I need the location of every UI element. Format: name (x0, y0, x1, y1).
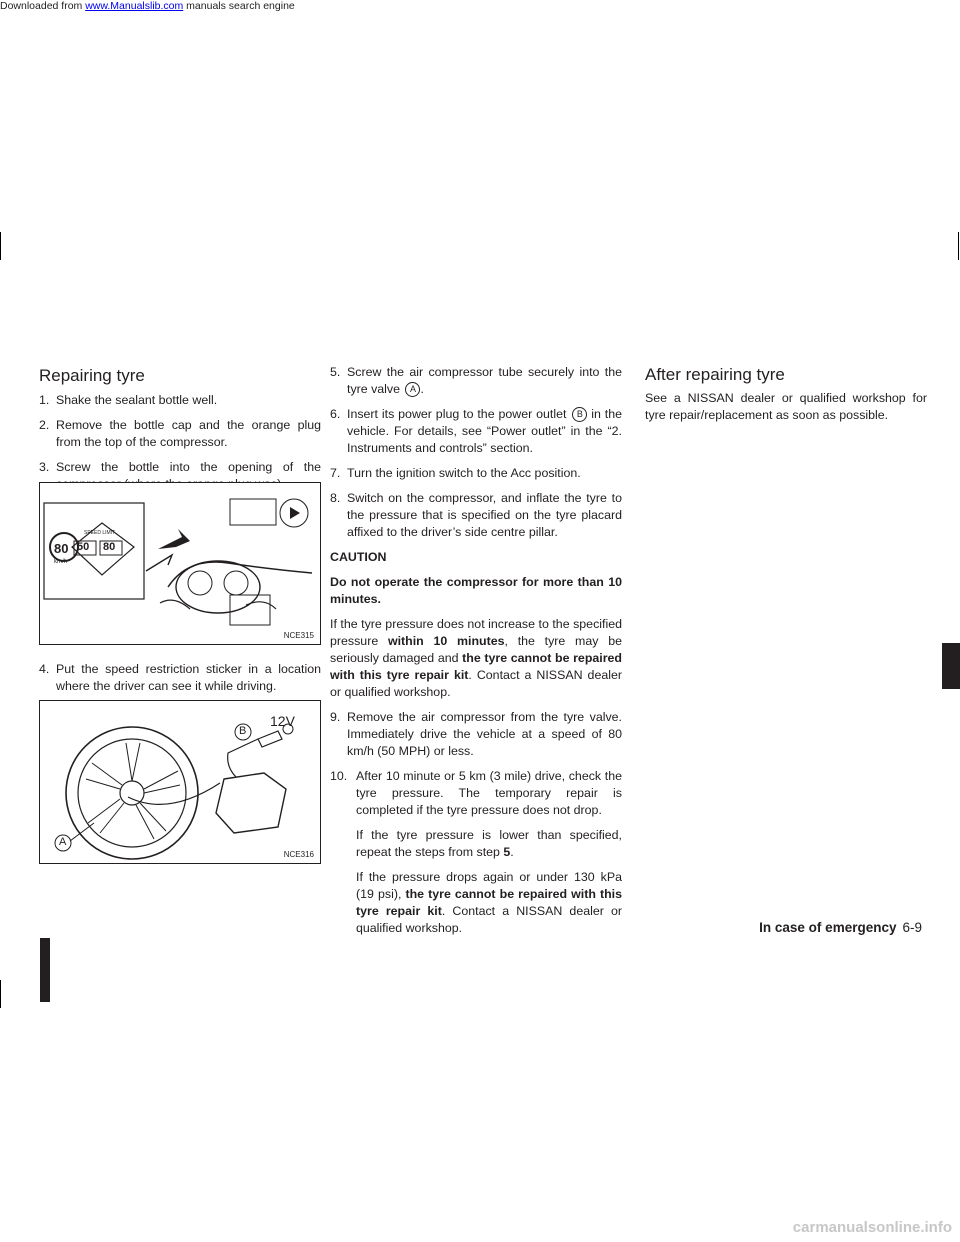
page-footer (759, 920, 922, 935)
step-text: Remove the bottle cap and the orange plug from the top of the compressor. (56, 418, 321, 449)
step-10-note-2 (330, 869, 622, 937)
step-4 (39, 661, 321, 695)
step-10-note-1 (330, 827, 622, 861)
step-6 (330, 406, 622, 457)
step-text-end: in the vehicle. For details, see “Power outlet” in the “2. Instruments and controls” section. (347, 407, 622, 455)
step-number: 8. (330, 491, 341, 505)
header-prefix: Downloaded from (0, 0, 86, 12)
step-1 (39, 392, 321, 409)
after-repairing-heading: After repairing tyre (645, 365, 785, 384)
warning-paragraph (330, 616, 622, 701)
download-header (0, 0, 295, 12)
step-text: Screw the air compressor tube securely into the tyre valve (347, 365, 622, 396)
note-bold: the tyre cannot be repaired with this tyre repair kit (356, 887, 623, 918)
step-number: 10. (330, 769, 348, 783)
section-name: In case of emergency (759, 920, 897, 935)
step-text: After 10 minute or 5 km (3 mile) drive, check the tyre pressure. The temporary repair is completed if the tyre pressure does not drop. (356, 769, 622, 817)
note-text: . (510, 845, 514, 859)
figure-code: NCE315 (283, 631, 314, 640)
caution-title: CAUTION (330, 550, 387, 564)
callout-b: B (572, 407, 587, 422)
section-tab (942, 643, 960, 689)
limit-a: 50 (77, 541, 90, 553)
speed-limit-label: SPEED LIMIT (84, 530, 116, 536)
note-text: If the pressure drops again or under 130 kPa (19 psi), (356, 870, 622, 901)
para-text: If the tyre pressure does not increase to the specified pressure (330, 617, 622, 648)
step-number: 2. (39, 418, 50, 432)
step-8 (330, 490, 622, 541)
step-number: 3. (39, 460, 50, 474)
para-bold: within 10 minutes (387, 634, 505, 648)
label-b: B (239, 725, 247, 737)
step-number: 4. (39, 662, 50, 676)
step-number: 6. (330, 407, 341, 421)
left-step-4 (39, 661, 321, 703)
step-number: 7. (330, 466, 341, 480)
speed-sticker-illustration (40, 483, 320, 644)
note-bold: 5 (503, 845, 511, 859)
header-suffix: manuals search engine (183, 0, 295, 12)
crop-mark (0, 980, 1, 1008)
watermark: carmanualsonline.info (792, 1219, 952, 1236)
speed-sticker-figure (39, 482, 321, 645)
step-10 (330, 768, 622, 819)
middle-column (330, 364, 622, 945)
step-number: 1. (39, 393, 50, 407)
step-text: Switch on the compressor, and inflate the tyre to the pressure that is specified on the tyre placard affixed to the driver’s side centre pillar. (347, 491, 622, 539)
step-7 (330, 465, 622, 482)
speed-unit: km/h (54, 559, 68, 565)
figure-code: NCE316 (283, 850, 314, 859)
speed-value: 80 (54, 541, 69, 556)
compressor-figure (39, 700, 321, 864)
repairing-tyre-heading: Repairing tyre (39, 366, 145, 385)
after-repair-text: See a NISSAN dealer or qualified workshop for tyre repair/replacement as soon as possible. (645, 391, 927, 422)
manualslib-link[interactable]: www.Manualslib.com (85, 0, 184, 12)
step-text: Insert its power plug to the power outlet (347, 407, 571, 421)
para-text: , the tyre may be seriously damaged and (330, 634, 622, 665)
step-text: Screw the bottle into the opening of the (56, 460, 321, 474)
step-text: Turn the ignition switch to the Acc position. (347, 466, 581, 480)
label-12v: 12V (270, 713, 295, 729)
caution-text: Do not operate the compressor for more than 10 minutes. (330, 575, 622, 606)
callout-a: A (405, 382, 420, 397)
crop-mark (958, 232, 959, 260)
right-column (645, 390, 927, 432)
step-text: Put the speed restriction sticker in a location where the driver can see it while driving. (56, 662, 321, 693)
step-5 (330, 364, 622, 398)
note-text: . Contact a NISSAN dealer or qualified workshop. (356, 904, 622, 935)
label-a: A (59, 836, 67, 848)
step-2 (39, 417, 321, 451)
step-text: Remove the air compressor from the tyre valve. Immediately drive the vehicle at a speed of 80 km/h (50 MPH) or less. (347, 710, 622, 758)
para-bold: the tyre cannot be repaired with this tyre repair kit (330, 651, 622, 682)
limit-b: 80 (103, 541, 116, 553)
para-text: . Contact a NISSAN dealer or qualified workshop. (330, 668, 622, 699)
crop-bar (40, 938, 50, 1002)
page-number: 6-9 (902, 920, 922, 935)
step-9 (330, 709, 622, 760)
step-text: Shake the sealant bottle well. (56, 393, 218, 407)
note-text: If the tyre pressure is lower than specified, repeat the steps from step (356, 828, 622, 859)
step-number: 9. (330, 710, 341, 724)
step-text-end: . (420, 382, 424, 396)
step-number: 5. (330, 365, 341, 379)
crop-mark (0, 232, 1, 260)
